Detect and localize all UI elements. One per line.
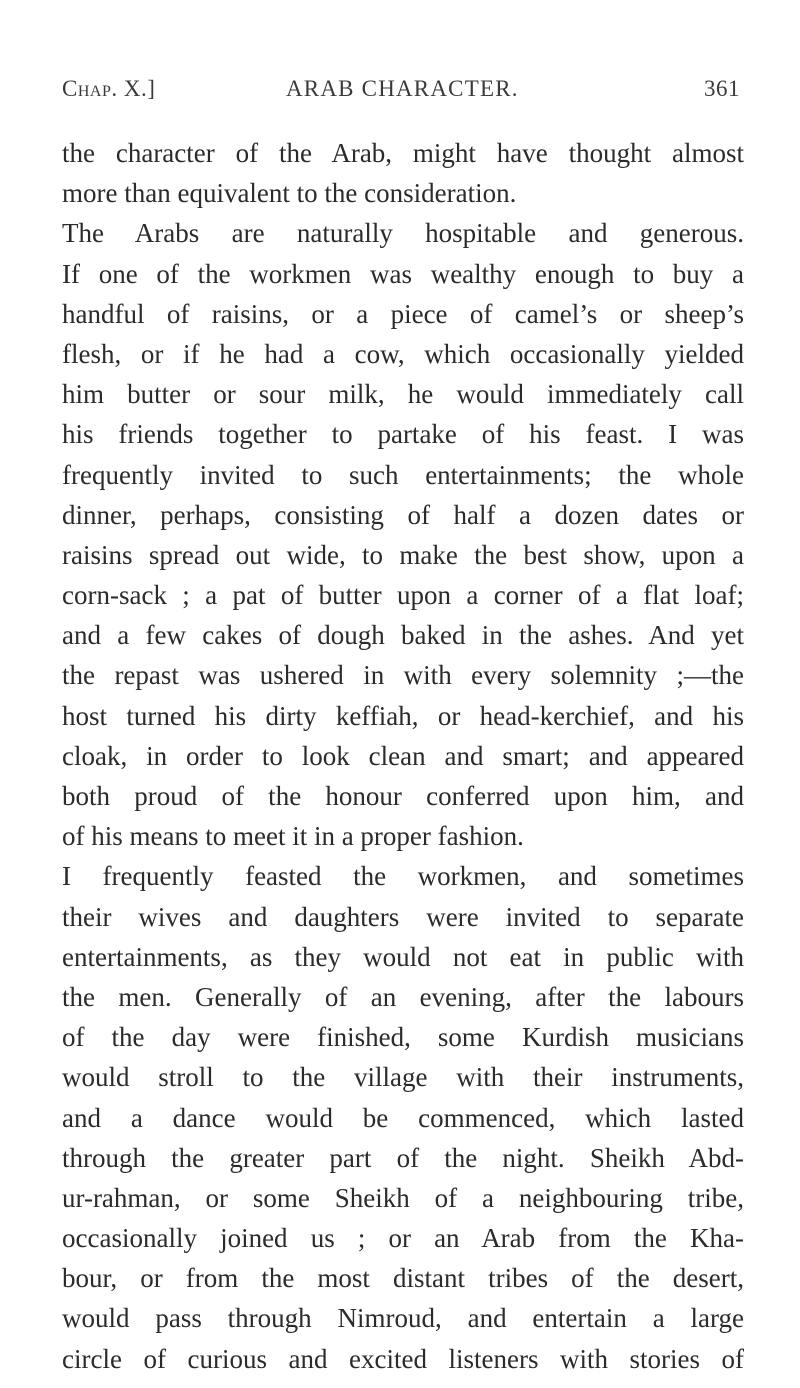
text-line: more than equivalent to the consideration.	[62, 178, 517, 209]
text-line: would stroll to the village with their instruments,	[62, 1062, 744, 1093]
chapter-label: Chap. X.]	[62, 76, 156, 101]
text-line: the repast was ushered in with every solemnity ;—the	[62, 660, 744, 691]
text-line: their wives and daughters were invited to separate	[62, 901, 744, 932]
text-line: I frequently feasted the workmen, and sometimes	[62, 861, 744, 892]
text-line: host turned his dirty keffiah, or head-kerchief, and his	[62, 700, 744, 731]
body-text	[62, 133, 744, 1379]
text-line: and a dance would be commenced, which lasted	[62, 1102, 744, 1133]
text-line: would pass through Nimroud, and entertain a large	[62, 1303, 744, 1334]
text-line: entertainments, as they would not eat in public with	[62, 941, 744, 972]
text-line: and a few cakes of dough baked in the ashes. And yet	[62, 620, 744, 651]
text-line: both proud of the honour conferred upon him, and	[62, 781, 744, 811]
text-line: The Arabs are naturally hospitable and generous.	[62, 218, 744, 249]
text-line: his friends together to partake of his feast. I was	[62, 419, 744, 450]
text-line: ur-rahman, or some Sheikh of a neighbouring tribe,	[62, 1182, 744, 1213]
text-line: flesh, or if he had a cow, which occasionally yielded	[62, 338, 744, 369]
text-line: frequently invited to such entertainments; the whole	[62, 459, 744, 490]
text-line: If one of the workmen was wealthy enough to buy a	[62, 258, 744, 289]
running-head	[62, 76, 740, 112]
text-line: cloak, in order to look clean and smart; and appeared	[62, 740, 744, 771]
text-line: circle of curious and excited listeners with stories of	[62, 1343, 744, 1374]
text-line: of the day were finished, some Kurdish musicians	[62, 1022, 744, 1053]
text-line: bour, or from the most distant tribes of the desert,	[62, 1263, 744, 1294]
text-line: the men. Generally of an evening, after the labours	[62, 981, 744, 1012]
text-line: through the greater part of the night. Sheikh Abd-	[62, 1142, 744, 1173]
text-line: the character of the Arab, might have thought almost	[62, 138, 744, 168]
text-line: handful of raisins, or a piece of camel’s or sheep’s	[62, 298, 744, 329]
text-line: of his means to meet it in a proper fashion.	[62, 821, 524, 852]
page-number: 361	[704, 76, 740, 101]
chapter-title: ARAB CHARACTER.	[286, 76, 519, 101]
text-line: him butter or sour milk, he would immediately call	[62, 379, 744, 410]
text-line: raisins spread out wide, to make the best show, upon a	[62, 539, 744, 570]
text-line: corn-sack ; a pat of butter upon a corner of a flat loaf;	[62, 580, 744, 611]
text-line: dinner, perhaps, consisting of half a dozen dates or	[62, 499, 744, 530]
text-line: occasionally joined us ; or an Arab from the Kha-	[62, 1223, 744, 1254]
